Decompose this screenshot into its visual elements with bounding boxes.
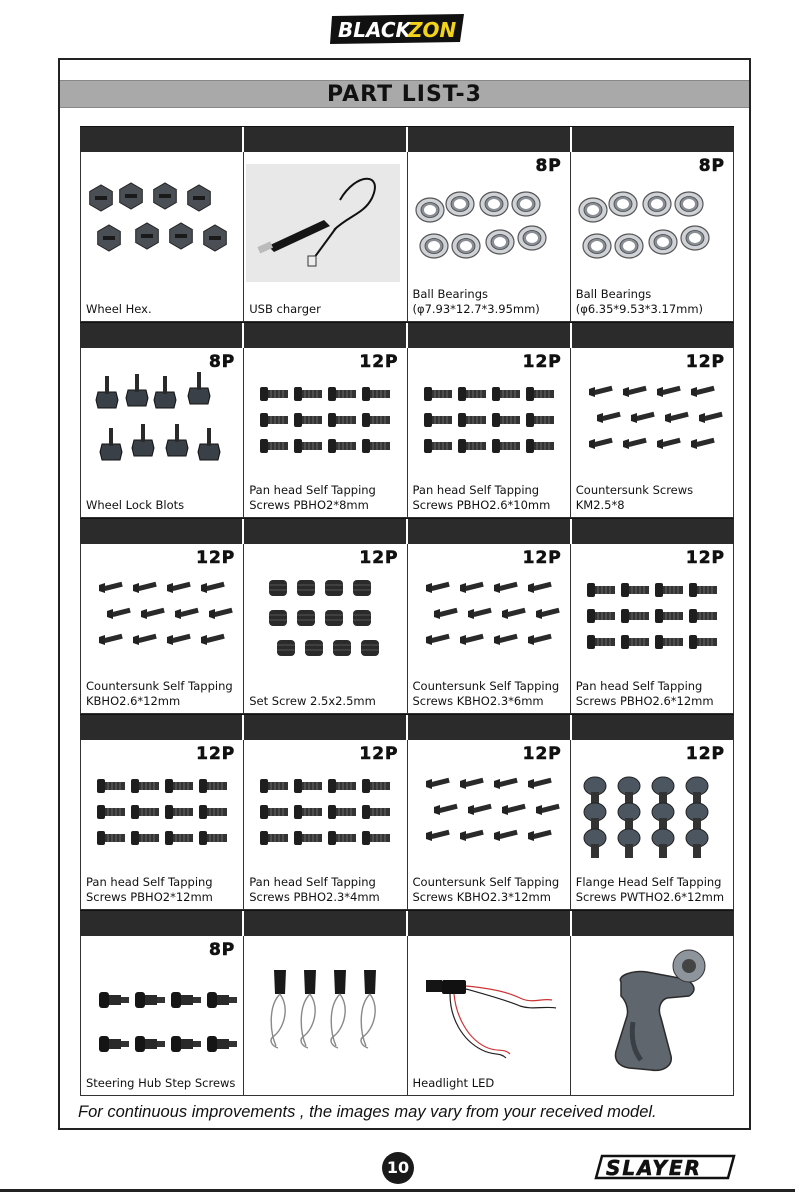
row-header-segment bbox=[80, 519, 244, 544]
part-label: Pan head Self Tapping Screws PBHO2.6*10mm bbox=[412, 483, 551, 512]
part-label: Ball Bearings (φ7.93*12.7*3.95mm) bbox=[412, 287, 540, 316]
row-header-segment bbox=[244, 519, 408, 544]
part-label: Countersunk Self Tapping Screws KBHO2.3*12mm bbox=[412, 875, 560, 904]
quantity-badge: 8P bbox=[208, 352, 236, 372]
row-header-segment bbox=[408, 911, 572, 936]
part-label: Set Screw 2.5x2.5mm bbox=[249, 694, 376, 708]
svg-text:ZON: ZON bbox=[408, 18, 457, 42]
part-label: Pan head Self Tapping Screws PBHO2*12mm bbox=[86, 875, 213, 904]
row-header-segment bbox=[572, 323, 734, 348]
quantity-badge: 12P bbox=[522, 548, 562, 568]
wheel-hex-icon bbox=[81, 152, 243, 302]
quantity-badge: 8P bbox=[698, 156, 725, 176]
blackzon-logo bbox=[326, 10, 470, 46]
part-label: Pan head Self Tapping Screws PBHO2.6*12mm bbox=[575, 679, 714, 708]
title-bar bbox=[60, 80, 749, 108]
part-cell bbox=[570, 544, 734, 714]
row-header-segment bbox=[80, 715, 244, 740]
parts-grid bbox=[80, 126, 734, 1096]
quantity-badge: 12P bbox=[359, 744, 399, 764]
quantity-badge: 12P bbox=[522, 744, 562, 764]
part-cell bbox=[80, 348, 243, 518]
part-label: Pan head Self Tapping Screws PBHO2.3*4mm bbox=[249, 875, 380, 904]
quantity-badge: 8P bbox=[535, 156, 562, 176]
footer-note: For continuous improvements , the images may vary from your received model. bbox=[78, 1103, 657, 1121]
row-header-segment bbox=[80, 323, 244, 348]
row-header-segment bbox=[408, 127, 572, 152]
row-cells bbox=[80, 348, 734, 518]
slayer-logo-graphic bbox=[594, 1152, 736, 1182]
part-cell bbox=[243, 152, 406, 322]
part-cell bbox=[407, 348, 570, 518]
row-header-segment bbox=[244, 323, 408, 348]
quantity-badge: 8P bbox=[208, 940, 236, 960]
parts-row bbox=[80, 322, 734, 518]
parts-row bbox=[80, 910, 734, 1096]
row-header-segment bbox=[80, 911, 244, 936]
part-cell bbox=[407, 740, 570, 910]
quantity-badge: 12P bbox=[196, 548, 236, 568]
parts-row bbox=[80, 126, 734, 322]
parts-row bbox=[80, 714, 734, 910]
quantity-badge: 12P bbox=[359, 548, 399, 568]
part-cell bbox=[243, 740, 406, 910]
page-title: PART LIST-3 bbox=[326, 82, 482, 107]
part-cell bbox=[243, 544, 406, 714]
row-header-segment bbox=[572, 911, 734, 936]
row-header-segment bbox=[572, 127, 734, 152]
headlight-led-icon bbox=[408, 936, 570, 1086]
part-cell bbox=[243, 936, 406, 1096]
row-header-segment bbox=[244, 715, 408, 740]
part-cell bbox=[80, 544, 243, 714]
quantity-badge: 12P bbox=[685, 548, 725, 568]
part-cell bbox=[80, 152, 243, 322]
page-number: 10 bbox=[382, 1152, 414, 1184]
part-label: Headlight LED bbox=[412, 1076, 495, 1090]
row-header-segment bbox=[408, 323, 572, 348]
quantity-badge: 12P bbox=[359, 352, 399, 372]
row-header-segment bbox=[80, 127, 244, 152]
part-cell bbox=[570, 740, 734, 910]
svg-text:SLAYER: SLAYER bbox=[606, 1156, 702, 1180]
row-cells bbox=[80, 544, 734, 714]
quantity-badge: 12P bbox=[522, 352, 562, 372]
part-cell bbox=[570, 936, 734, 1096]
quantity-badge: 12P bbox=[685, 352, 725, 372]
part-cell bbox=[570, 152, 734, 322]
row-header-bar bbox=[80, 518, 734, 544]
row-header-bar bbox=[80, 322, 734, 348]
slayer-logo bbox=[594, 1152, 736, 1182]
body-clips-icon bbox=[244, 936, 406, 1086]
part-cell bbox=[80, 740, 243, 910]
part-cell bbox=[407, 152, 570, 322]
part-label: Flange Head Self Tapping Screws PWTHO2.6*12mm bbox=[575, 875, 725, 904]
quantity-badge: 12P bbox=[685, 744, 725, 764]
row-header-bar bbox=[80, 714, 734, 740]
part-label: Countersunk Self Tapping Screws KBHO2.3*6mm bbox=[412, 679, 560, 708]
row-header-segment bbox=[572, 519, 734, 544]
row-header-segment bbox=[244, 127, 408, 152]
part-cell bbox=[407, 936, 570, 1096]
part-cell bbox=[80, 936, 243, 1096]
part-label: Wheel Lock Blots bbox=[86, 498, 185, 512]
blackzon-logo-graphic bbox=[326, 10, 470, 46]
part-label: USB charger bbox=[249, 302, 321, 316]
part-list-frame bbox=[58, 58, 751, 1130]
row-cells bbox=[80, 936, 734, 1096]
part-label: Pan head Self Tapping Screws PBHO2*8mm bbox=[249, 483, 376, 512]
part-label: Wheel Hex. bbox=[86, 302, 152, 316]
part-label: Countersunk Screws KM2.5*8 bbox=[575, 483, 694, 512]
row-header-segment bbox=[572, 715, 734, 740]
row-header-segment bbox=[244, 911, 408, 936]
row-cells bbox=[80, 152, 734, 322]
part-cell bbox=[243, 348, 406, 518]
part-label: Steering Hub Step Screws bbox=[86, 1076, 236, 1090]
parts-row bbox=[80, 518, 734, 714]
part-cell bbox=[570, 348, 734, 518]
quantity-badge: 12P bbox=[196, 744, 236, 764]
row-cells bbox=[80, 740, 734, 910]
row-header-bar bbox=[80, 126, 734, 152]
row-header-bar bbox=[80, 910, 734, 936]
usb-charger-icon bbox=[244, 152, 406, 302]
svg-text:BLACK: BLACK bbox=[338, 18, 412, 42]
part-cell bbox=[407, 544, 570, 714]
row-header-segment bbox=[408, 519, 572, 544]
part-label: Ball Bearings (φ6.35*9.53*3.17mm) bbox=[575, 287, 704, 316]
row-header-segment bbox=[408, 715, 572, 740]
transmitter-icon bbox=[571, 936, 734, 1086]
part-label: Countersunk Self Tapping KBHO2.6*12mm bbox=[86, 679, 233, 708]
